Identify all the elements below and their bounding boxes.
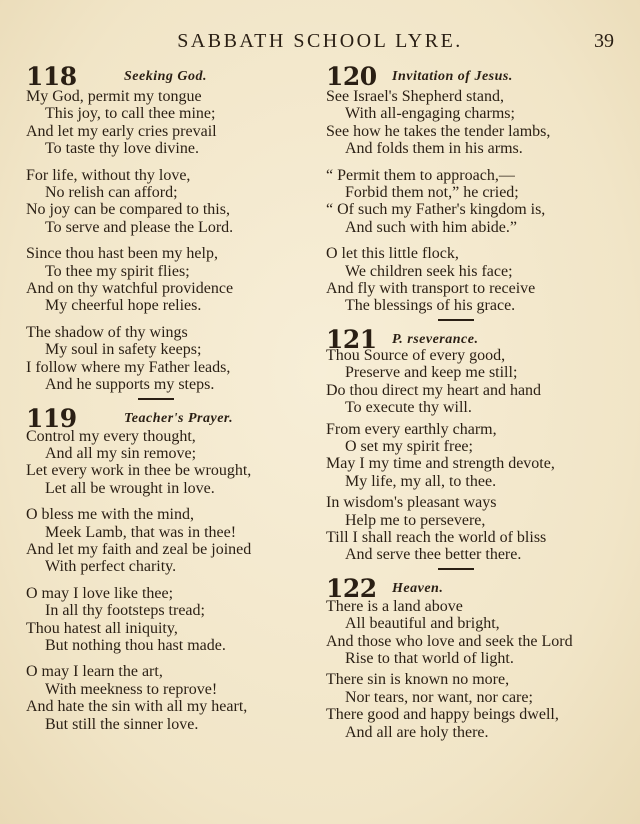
verse-line: O set my spirit free;	[345, 437, 473, 455]
verse-line: My life, my all, to thee.	[345, 472, 497, 490]
verse-line: May I my time and strength devote,	[326, 455, 555, 473]
verse-line: See Israel's Shepherd stand,	[326, 88, 504, 105]
stanza	[326, 245, 622, 315]
hymn-number: 121	[326, 324, 377, 354]
verse-line: Let every work in thee be wrought,	[26, 462, 252, 480]
hymn-title: Seeking God.	[124, 69, 207, 84]
verse-line: The shadow of thy wings	[26, 323, 188, 341]
verse-line: Rise to that world of light.	[345, 649, 514, 667]
verse-line: With perfect charity.	[45, 558, 177, 576]
verse-line: To serve and please the Lord.	[45, 218, 234, 236]
running-head: SABBATH SCHOOL LYRE.	[177, 30, 463, 52]
verse-line: “ Of such my Father's kingdom is,	[326, 201, 546, 219]
verse-line: And let my early cries prevail	[26, 122, 217, 140]
stanza	[26, 167, 322, 237]
verse-line: The blessings of his grace.	[345, 297, 516, 315]
verse-line: My God, permit my tongue	[26, 88, 202, 105]
verse-line: And all are holy there.	[345, 723, 489, 741]
stanza	[326, 88, 622, 158]
hymn-title: P. rseverance.	[392, 331, 479, 347]
stanza	[326, 671, 622, 741]
stanza	[326, 167, 622, 237]
verse-line: O may I love like thee;	[26, 584, 174, 602]
verse-line: Thou Source of every good,	[326, 346, 506, 364]
verse-line: To thee my spirit flies;	[45, 262, 190, 280]
stanza	[326, 598, 622, 668]
verse-line: Meek Lamb, that was in thee!	[45, 523, 237, 541]
verse-line: Let all be wrought in love.	[45, 479, 215, 497]
hymn-number: 118	[26, 62, 77, 91]
hymn-121	[326, 325, 622, 564]
verse-line: In wisdom's pleasant ways	[326, 494, 497, 512]
verse-line: Do thou direct my heart and hand	[326, 381, 542, 399]
verse-line: And all my sin remove;	[45, 444, 197, 462]
verse-line: O may I learn the art,	[26, 663, 163, 681]
verse-line: Thou hatest all iniquity,	[26, 619, 178, 637]
verse-line: And serve thee better there.	[345, 546, 522, 564]
verse-line: But still the sinner love.	[45, 715, 199, 733]
hymn-122	[326, 574, 622, 741]
verse-line: Since thou hast been my help,	[26, 245, 218, 263]
stanza	[326, 421, 622, 491]
page-number: 39	[594, 30, 614, 52]
hymn-120	[326, 62, 622, 315]
stanza	[26, 428, 322, 498]
hymn-number: 119	[26, 403, 77, 433]
verse-line: For life, without thy love,	[26, 166, 191, 184]
verse-line: With all-engaging charms;	[345, 105, 515, 123]
verse-line: And let my faith and zeal be joined	[26, 540, 252, 558]
verse-line: All beautiful and bright,	[345, 615, 500, 633]
verse-line: There good and happy beings dwell,	[326, 706, 559, 724]
verse-line: Nor tears, nor want, nor care;	[345, 688, 533, 706]
stanza	[326, 347, 622, 417]
verse-line: But nothing thou hast made.	[45, 636, 226, 654]
verse-line: And on thy watchful providence	[26, 280, 234, 298]
verse-line: There is a land above	[326, 597, 463, 615]
stanza	[26, 506, 322, 576]
verse-line: From every earthly charm,	[326, 420, 497, 438]
hymn-title: Teacher's Prayer.	[124, 410, 234, 426]
verse-line: And hate the sin with all my heart,	[26, 698, 248, 716]
verse-line: To execute thy will.	[345, 399, 472, 417]
verse-line: With meekness to reprove!	[45, 680, 218, 698]
verse-line: Till I shall reach the world of bliss	[326, 528, 547, 546]
verse-line: Control my every thought,	[26, 427, 196, 445]
left-column	[26, 62, 322, 733]
verse-line: And such with him abide.”	[345, 218, 517, 236]
verse-line: And he supports my steps.	[45, 376, 215, 394]
hymn-title: Invitation of Jesus.	[392, 69, 513, 84]
verse-line: In all thy footsteps tread;	[45, 602, 205, 620]
stanza	[26, 324, 322, 394]
hymn-number: 120	[326, 62, 377, 91]
hymn-119	[26, 404, 322, 734]
right-column	[326, 62, 622, 741]
hymn-title: Heaven.	[392, 580, 444, 596]
verse-line: Help me to persevere,	[345, 511, 486, 529]
stanza	[326, 494, 622, 564]
verse-line: And fly with transport to receive	[326, 280, 536, 298]
verse-line: And those who love and seek the Lord	[326, 632, 573, 650]
verse-line: To taste thy love divine.	[45, 140, 199, 158]
stanza	[26, 585, 322, 655]
verse-line: No relish can afford;	[45, 184, 178, 202]
stanza	[26, 88, 322, 158]
verse-line: See how he takes the tender lambs,	[326, 122, 551, 140]
stanza	[26, 663, 322, 733]
verse-line: O bless me with the mind,	[26, 506, 194, 524]
verse-line: There sin is known no more,	[326, 671, 510, 689]
hymn-number: 122	[326, 573, 377, 603]
verse-line: No joy can be compared to this,	[26, 201, 230, 219]
verse-line: My cheerful hope relies.	[45, 297, 202, 315]
verse-line: “ Permit them to approach,—	[326, 166, 515, 184]
verse-line: Preserve and keep me still;	[345, 364, 518, 382]
stanza	[26, 245, 322, 315]
verse-line: O let this little flock,	[326, 245, 459, 263]
verse-line: And folds them in his arms.	[345, 140, 523, 158]
verse-line: This joy, to call thee mine;	[45, 105, 216, 123]
verse-line: Forbid them not,” he cried;	[345, 184, 519, 202]
verse-line: My soul in safety keeps;	[45, 341, 202, 359]
verse-line: I follow where my Father leads,	[26, 358, 231, 376]
verse-line: We children seek his face;	[345, 262, 513, 280]
hymn-118	[26, 62, 322, 394]
